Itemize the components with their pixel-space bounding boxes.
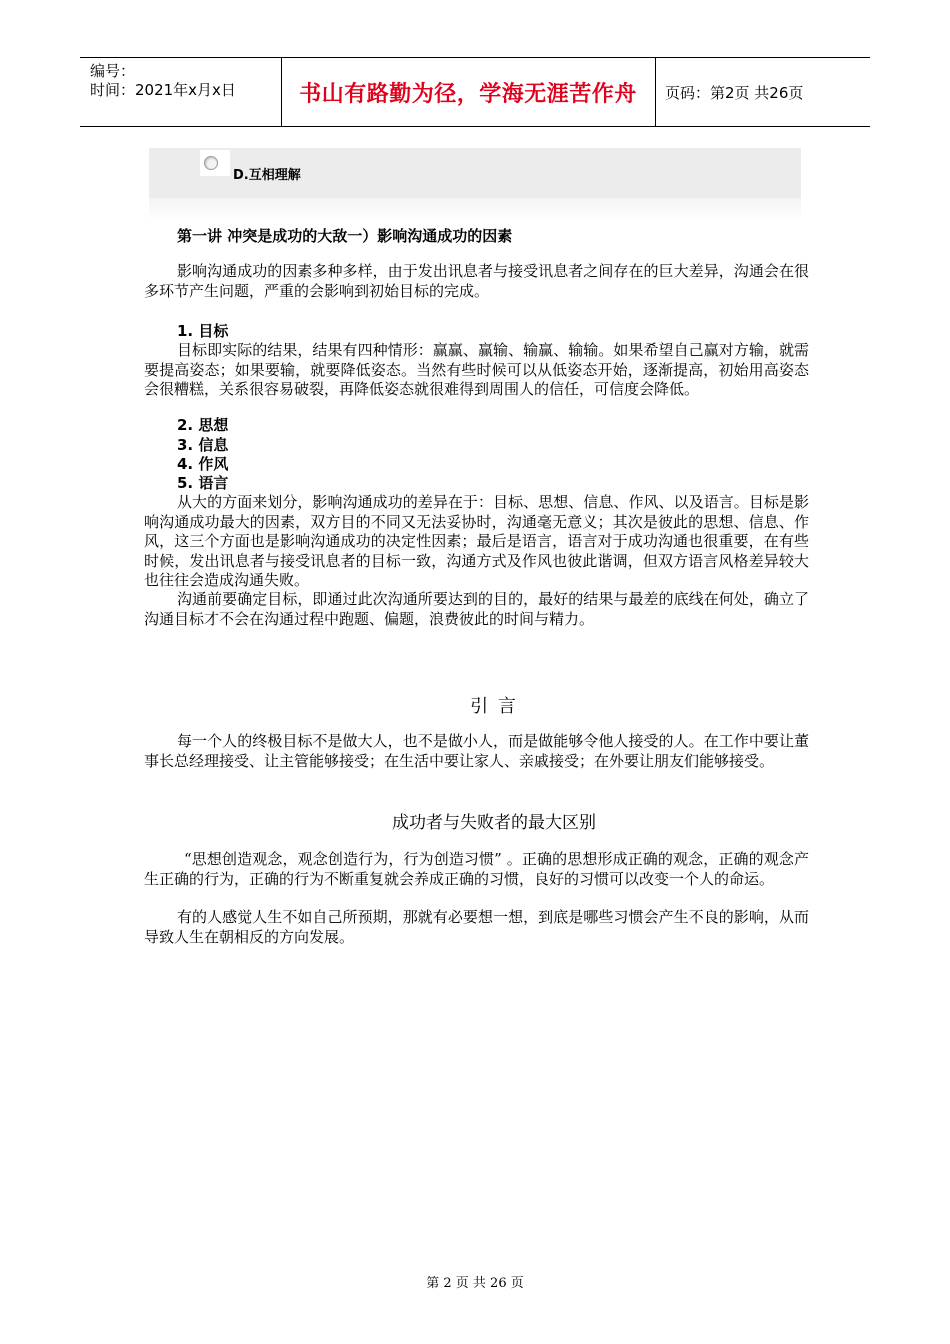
item-goal-title: 1. 目标	[177, 322, 229, 340]
lecture-title: 第一讲 冲突是成功的大敌一）影响沟通成功的因素	[177, 227, 513, 245]
option-box-shadow	[149, 198, 801, 222]
item-style: 4. 作风	[177, 455, 229, 473]
item-information: 3. 信息	[177, 436, 229, 454]
page-info: 页码：第2页 共26页	[665, 83, 804, 102]
intro-heading: 引 言	[470, 696, 518, 717]
intro-body: 每一个人的终极目标不是做大人，也不是做小人，而是做能够令他人接受的人。在工作中要让董事长总经理接受、让主管能够接受；在生活中要让家人、亲戚接受；在外要让朋友们能够接受。	[144, 732, 809, 770]
item-thought: 2. 思想	[177, 416, 229, 434]
option-label: D.互相理解	[233, 168, 301, 183]
reflect-paragraph: 有的人感觉人生不如自己所预期，那就有必要想一想，到底是哪些习惯会产生不良的影响，从而导致人生在朝相反的方向发展。	[144, 908, 809, 946]
header-meta-cell	[80, 58, 282, 126]
number-label: 编号：	[90, 62, 136, 80]
habit-paragraph: “思想创造观念，观念创造行为，行为创造习惯” 。正确的思想形成正确的观念，正确的观念产生正确的行为，正确的行为不断重复就会养成正确的习惯，良好的习惯可以改变一个人的命运。	[144, 850, 809, 888]
section-heading: 成功者与失败者的最大区别	[392, 813, 596, 833]
radio-icon	[204, 156, 218, 170]
target-paragraph: 沟通前要确定目标，即通过此次沟通所要达到的目的，最好的结果与最差的底线在何处，确立了沟通目标才不会在沟通过程中跑题、偏题，浪费彼此的时间与精力。	[144, 590, 809, 628]
motto: 书山有路勤为径，学海无涯苦作舟	[299, 81, 637, 107]
date-line: 时间：2021年x月x日	[90, 81, 236, 99]
summary-paragraph: 从大的方面来划分，影响沟通成功的差异在于：目标、思想、信息、作风、以及语言。目标是影响沟通成功最大的因素，双方目的不同又无法妥协时，沟通毫无意义；其次是彼此的思想、信息、作风，这三个方面也是影响沟通成功的决定性因素；最后是语言，语言对于成功沟通也很重要，在有些时候，发出讯息者与接受讯息者的目标一致，沟通方式及作风也彼此谐调，但双方语言风格差异较大也往往会造成沟通失败。	[144, 493, 809, 589]
page-footer: 第 2 页 共 26 页	[426, 1276, 524, 1291]
header-motto-cell	[281, 58, 656, 126]
document-header	[80, 57, 870, 127]
option-radio[interactable]	[200, 150, 230, 176]
item-goal-text: 目标即实际的结果，结果有四种情形：赢赢、赢输、输赢、输输。如果希望自己赢对方输，就需要提高姿态；如果要输，就要降低姿态。当然有些时候可以从低姿态开始，逐渐提高，初始用高姿态会很糟糕，关系很容易破裂，再降低姿态就很难得到周围人的信任，可信度会降低。	[144, 341, 809, 398]
intro-paragraph: 影响沟通成功的因素多种多样，由于发出讯息者与接受讯息者之间存在的巨大差异，沟通会在很多环节产生问题，严重的会影响到初始目标的完成。	[144, 262, 809, 300]
item-language: 5. 语言	[177, 474, 229, 492]
header-page-cell	[655, 58, 870, 126]
